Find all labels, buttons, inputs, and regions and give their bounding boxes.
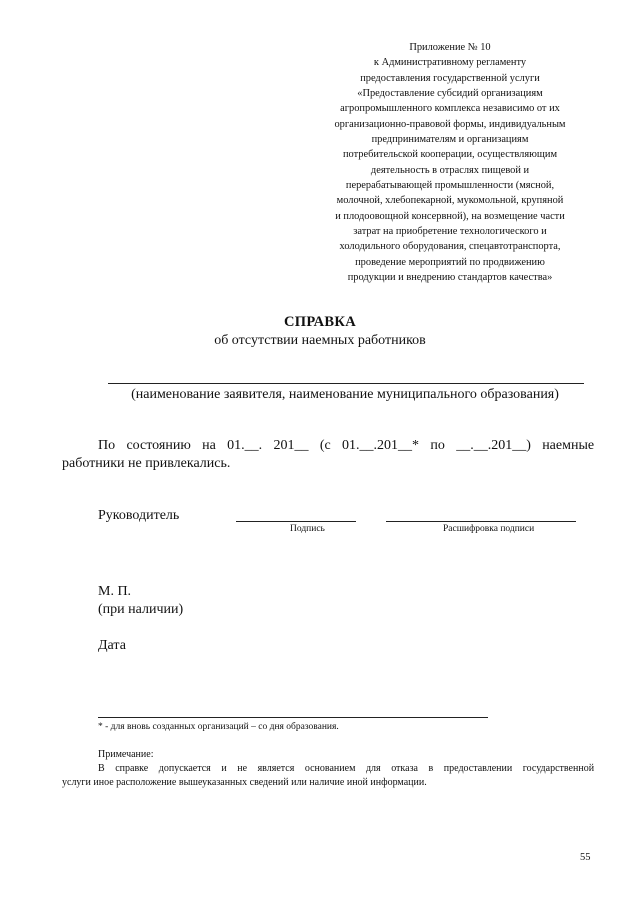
footnote-separator (98, 717, 488, 718)
appendix-line: «Предоставление субсидий организациям (357, 88, 543, 100)
document-subtitle: об отсутствии наемных работников (214, 333, 426, 348)
appendix-line: потребительской кооперации, осуществляющим (342, 149, 558, 161)
appendix-line: затрат на приобретение технологического и (353, 226, 547, 238)
appendix-line: предпринимателям и организациям (371, 134, 529, 146)
page-number: 55 (580, 852, 591, 863)
signature-caption: Подпись (290, 524, 325, 534)
date-label: Дата (98, 638, 126, 653)
seal-label: М. П. (98, 584, 132, 599)
document-title: СПРАВКА (284, 314, 356, 330)
note-heading: Примечание: (98, 749, 154, 760)
status-text-line1: По состоянию на 01.__. 201__ (с 01.__.201__* по __.__.201__) наемные (98, 438, 595, 453)
note-text-line2: услуги иное расположение вышеуказанных сведений или наличие иной информации. (62, 777, 427, 788)
decryption-caption: Расшифровка подписи (443, 524, 535, 534)
appendix-line: перерабатывающей промышленности (мясной, (345, 180, 555, 192)
applicant-fill-line (108, 383, 584, 384)
appendix-line: предоставления государственной услуги (360, 72, 540, 84)
decryption-fill-line (386, 521, 576, 522)
appendix-line: к Административному регламенту (373, 57, 527, 69)
note-text-line1: В справке допускается и не является основанием для отказа в предоставлении государственной (98, 763, 595, 774)
appendix-line: и плодоовощной консервной), на возмещение части (335, 210, 565, 222)
appendix-line: агропромышленного комплекса независимо от их (340, 103, 560, 115)
signatory-role: Руководитель (98, 508, 180, 523)
appendix-line: проведение мероприятий по продвижению (355, 256, 545, 268)
appendix-header (296, 40, 604, 286)
appendix-line: деятельность в отраслях пищевой и (370, 164, 530, 176)
status-text-line2: работники не привлекались. (62, 456, 231, 471)
appendix-line: организационно-правовой формы, индивидуальным (334, 118, 566, 130)
footnote: * - для вновь созданных организаций – со дня образования. (98, 722, 339, 732)
appendix-line: Приложение № 10 (409, 42, 491, 53)
applicant-caption: (наименование заявителя, наименование муниципального образования) (131, 387, 559, 402)
appendix-line: молочной, хлебопекарной, мукомольной, крупяной (336, 195, 564, 207)
signature-fill-line (236, 521, 356, 522)
appendix-line: холодильного оборудования, спецавтотранспорта, (339, 241, 561, 253)
appendix-line: продукции и внедрению стандартов качества» (347, 272, 553, 284)
seal-note: (при наличии) (98, 602, 184, 617)
